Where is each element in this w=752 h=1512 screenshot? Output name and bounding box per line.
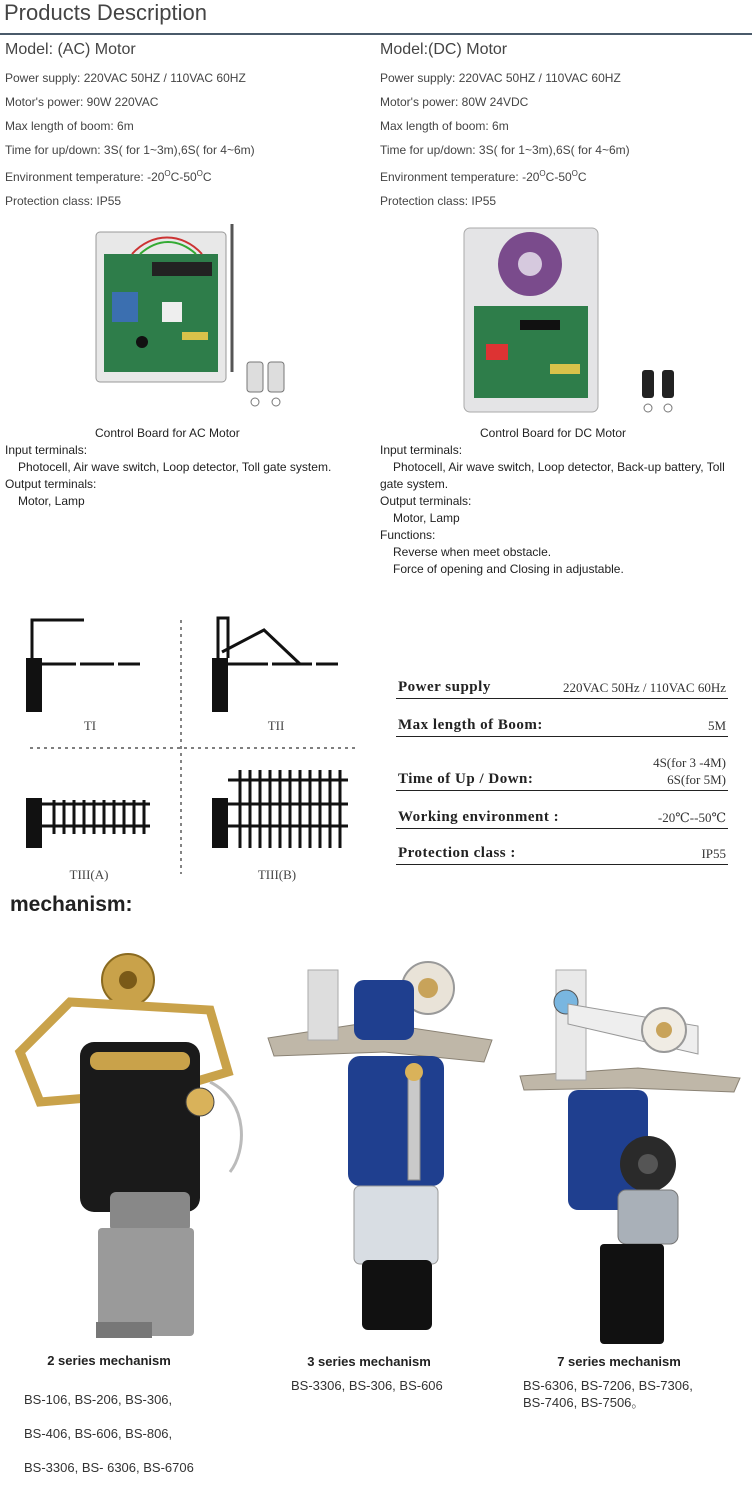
ac-spec-protection: Protection class: IP55: [5, 194, 122, 208]
dc-spec-boom-length: Max length of boom: 6m: [380, 119, 509, 133]
dc-input-items-cont: gate system.: [380, 477, 449, 491]
header-divider: [0, 33, 752, 35]
boom-type-tii-drawing: [212, 618, 338, 712]
dc-spec-power-supply: Power supply: 220VAC 50HZ / 110VAC 60HZ: [380, 71, 621, 85]
ac-spec-power-supply: Power supply: 220VAC 50HZ / 110VAC 60HZ: [5, 71, 246, 85]
ac-terminals: [5, 442, 365, 510]
ac-spec-list: [5, 66, 255, 213]
dc-function-2: Force of opening and Closing in adjustable.: [393, 562, 624, 576]
spec-table-row: Power supply 220VAC 50Hz / 110VAC 60Hz: [396, 670, 728, 699]
spec-table-row: Time of Up / Down: 4S(for 3 -4M) 6S(for 5M): [396, 744, 728, 791]
dc-output-label: Output terminals:: [380, 494, 472, 508]
mechanism-2-series-name: 2 series mechanism: [47, 1353, 171, 1368]
mechanism-7-series-models: BS-6306, BS-7206, BS-7306, BS-7406, BS-7506。: [523, 1378, 693, 1410]
ac-input-items: Photocell, Air wave switch, Loop detector, Toll gate system.: [18, 460, 332, 474]
ac-board-caption: Control Board for AC Motor: [95, 426, 240, 440]
ac-output-label: Output terminals:: [5, 477, 97, 491]
ac-output-items: Motor, Lamp: [18, 494, 85, 508]
dc-spec-updown-time: Time for up/down: 3S( for 1~3m),6S( for 4~6m): [380, 143, 630, 157]
spec-table: [396, 670, 728, 870]
ac-spec-updown-time: Time for up/down: 3S( for 1~3m),6S( for 4~6m): [5, 143, 255, 157]
ac-model-title: Model: (AC) Motor: [5, 41, 136, 58]
ac-spec-motor-power: Motor's power: 90W 220VAC: [5, 95, 159, 109]
boom-type-tii-label: TII: [267, 718, 285, 733]
dc-output-items: Motor, Lamp: [393, 511, 460, 525]
dc-spec-motor-power: Motor's power: 80W 24VDC: [380, 95, 529, 109]
dc-input-items: Photocell, Air wave switch, Loop detector, Back-up battery, Toll: [393, 460, 725, 474]
boom-type-tiii-a-label: TIII(A): [69, 867, 109, 882]
boom-type-tiii-b-drawing: [212, 770, 348, 848]
mechanism-3-series-name: 3 series mechanism: [307, 1354, 431, 1369]
mechanism-7-series-image: [518, 964, 742, 1350]
dc-terminals: [380, 442, 745, 578]
spec-table-row: Max length of Boom: 5M: [396, 706, 728, 737]
dc-spec-protection: Protection class: IP55: [380, 194, 497, 208]
boom-type-tiii-b-label: TIII(B): [257, 867, 297, 882]
boom-type-ti-label: TI: [83, 718, 97, 733]
spec-table-row: Protection class : IP55: [396, 836, 728, 865]
dc-control-board-image: [460, 224, 690, 424]
dc-model-title: Model:(DC) Motor: [380, 41, 508, 58]
boom-types-diagram: [18, 612, 363, 892]
dc-board-caption: Control Board for DC Motor: [480, 426, 627, 440]
ac-spec-temperature: Environment temperature: $-20^OC-50^OC$: [5, 169, 212, 184]
boom-type-ti-drawing: [26, 620, 140, 712]
boom-type-tiii-a-drawing: [26, 798, 150, 848]
dc-input-label: Input terminals:: [380, 443, 463, 457]
ac-spec-boom-length: Max length of boom: 6m: [5, 119, 134, 133]
page-title: Products Description: [4, 0, 207, 25]
ac-control-board-image: [92, 222, 302, 412]
mechanism-2-series-image: [10, 952, 250, 1344]
dc-function-1: Reverse when meet obstacle.: [393, 545, 552, 559]
mechanism-heading: mechanism:: [10, 893, 133, 916]
dc-spec-temperature: Environment temperature: $-20^OC-50^OC$: [380, 169, 587, 184]
spec-table-row: Working environment : -20℃--50℃: [396, 798, 728, 829]
mechanism-3-series-image: [264, 960, 496, 1334]
mechanism-3-series-models: BS-3306, BS-306, BS-606: [291, 1378, 443, 1393]
dc-functions-label: Functions:: [380, 528, 436, 542]
dc-spec-list: [380, 66, 630, 213]
ac-input-label: Input terminals:: [5, 443, 88, 457]
mechanism-2-series-models: BS-106, BS-206, BS-306, BS-406, BS-606, BS-806, BS-3306, BS- 6306, BS-6706: [24, 1392, 194, 1475]
mechanism-7-series-name: 7 series mechanism: [557, 1354, 681, 1369]
